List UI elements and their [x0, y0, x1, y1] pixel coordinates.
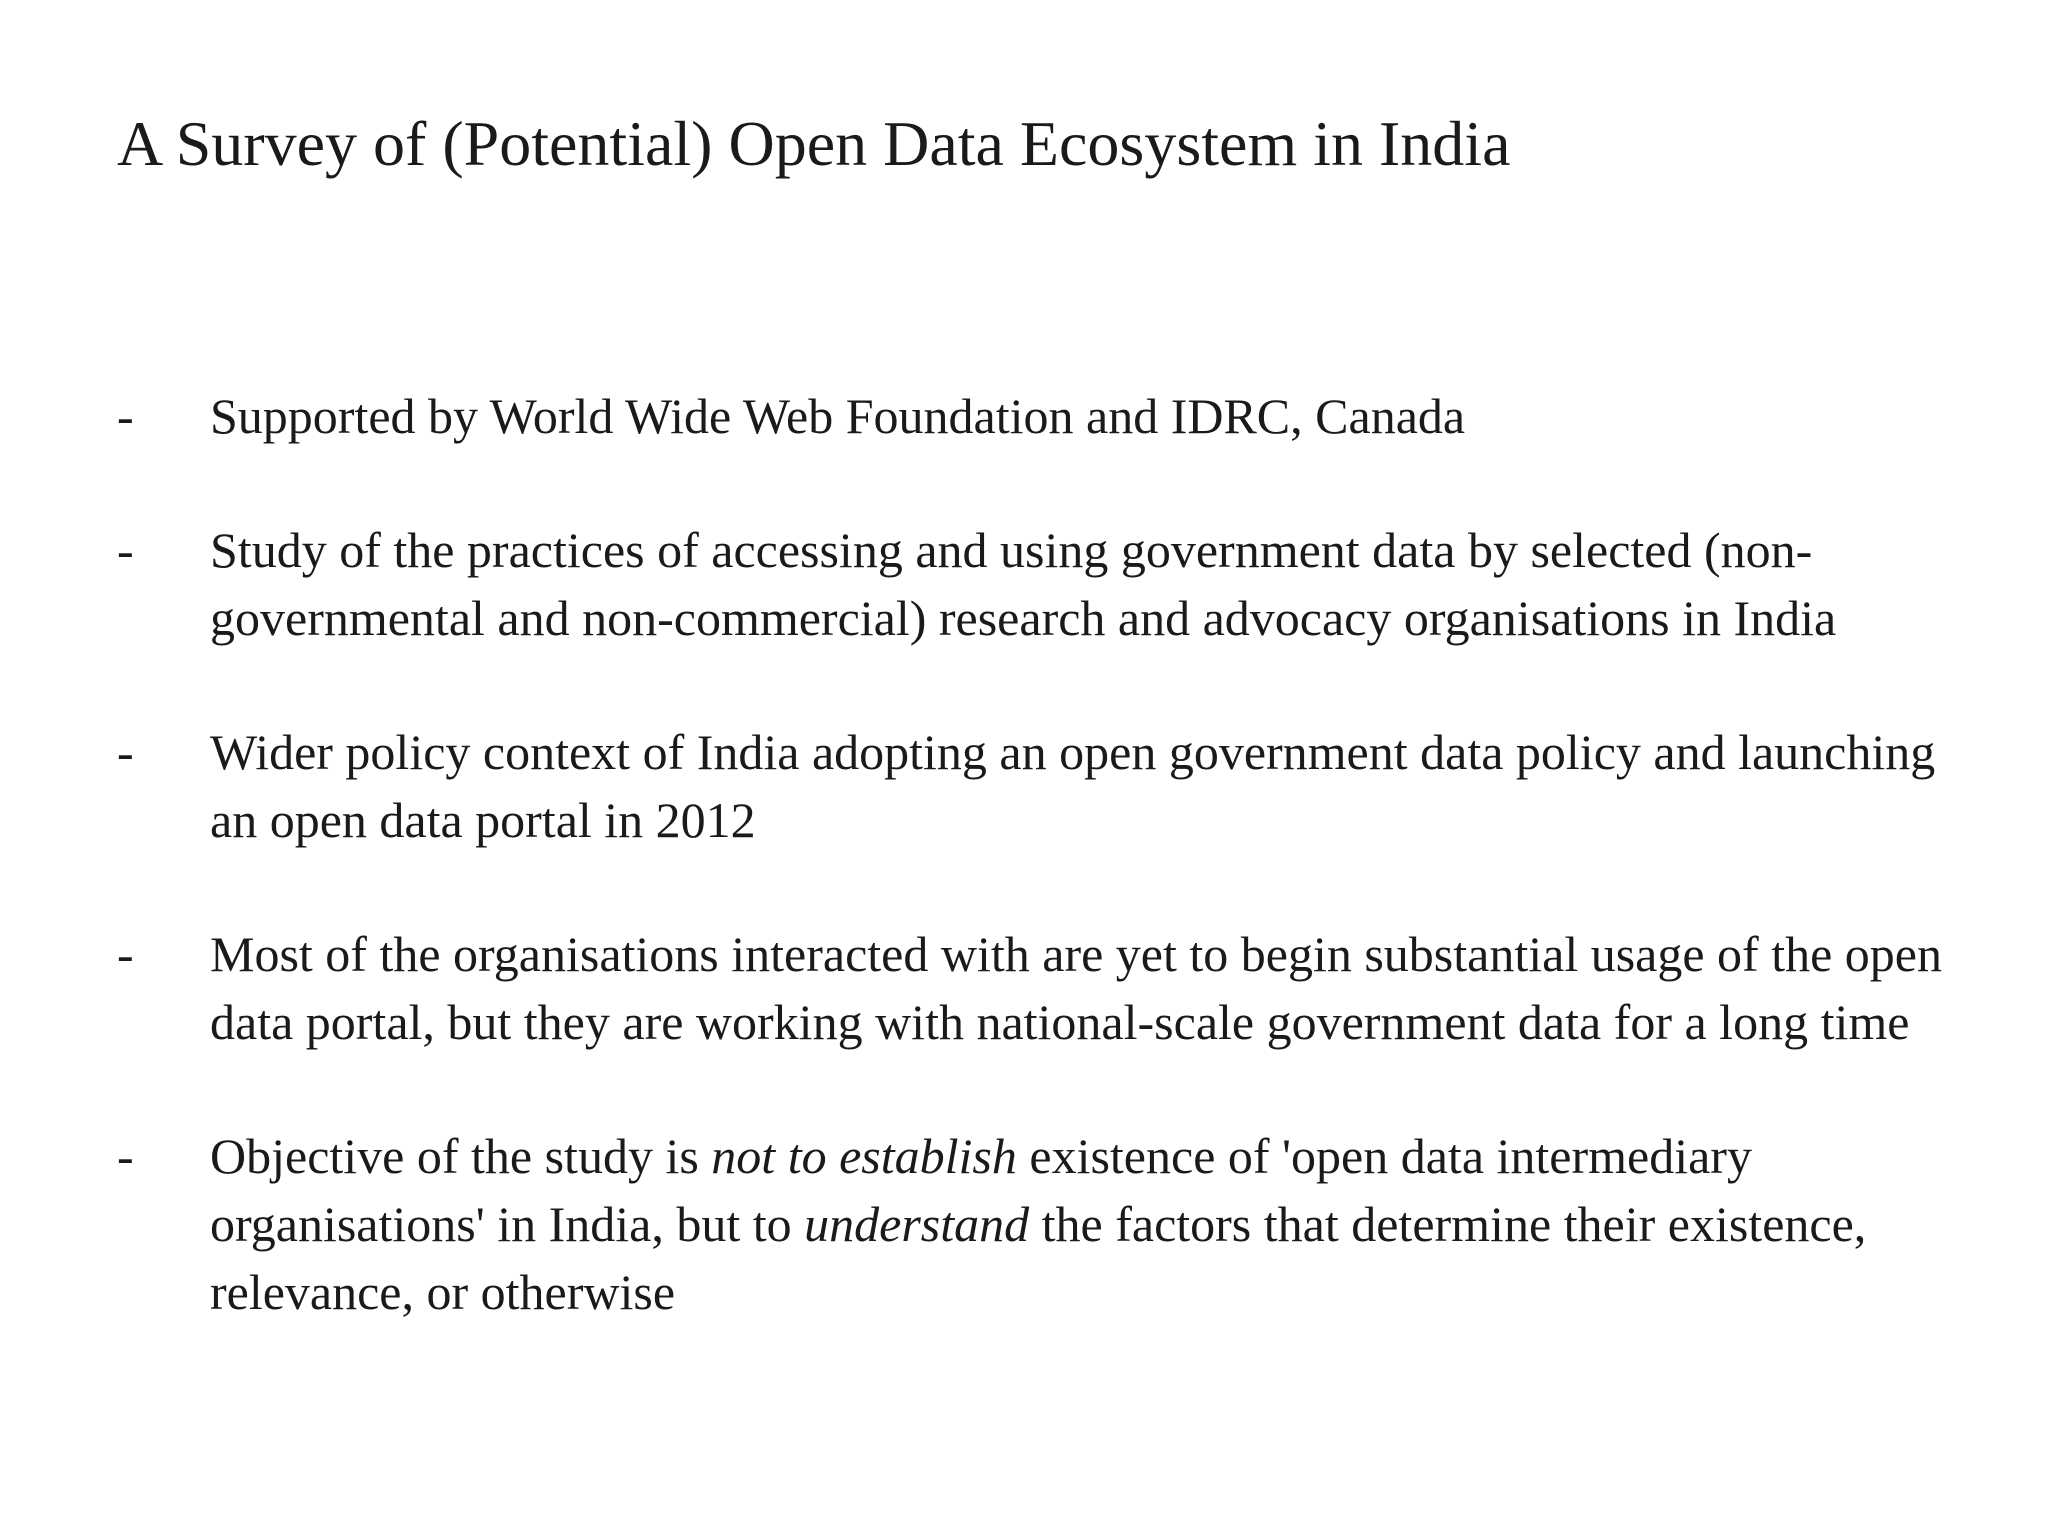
bullet-text: Wider policy context of India adopting an open government data policy and launching an open data portal in 2012	[210, 724, 1936, 848]
bullet-marker: -	[117, 522, 134, 578]
bullet-item	[117, 718, 1977, 854]
bullet-emphasis: understand	[804, 1196, 1030, 1252]
bullet-marker: -	[117, 1128, 134, 1184]
bullet-text	[210, 1122, 1977, 1326]
bullet-text-part: the factors that determine their existence, relevance, or otherwise	[210, 1196, 1867, 1320]
bullet-text: Supported by World Wide Web Foundation and IDRC, Canada	[210, 388, 1466, 444]
bullet-item	[117, 382, 1977, 450]
bullet-text: Most of the organisations interacted with are yet to begin substantial usage of the open data portal, but they are working with national-scale government data for a long time	[210, 926, 1942, 1050]
bullet-text: Study of the practices of accessing and using government data by selected (non-governmental and non-commercial) research and advocacy organisations in India	[210, 522, 1837, 646]
bullet-item	[117, 516, 1977, 652]
bullet-item	[117, 920, 1977, 1056]
bullet-marker: -	[117, 388, 134, 444]
bullet-emphasis: not to establish	[711, 1128, 1017, 1184]
bullet-text-part: existence of 'open data intermediary organisations' in India, but to	[210, 1128, 1752, 1252]
bullet-marker: -	[117, 724, 134, 780]
bullet-text-part: Objective of the study is	[210, 1128, 712, 1184]
bullet-item	[117, 1122, 1977, 1326]
bullet-marker: -	[117, 926, 134, 982]
bullet-list	[117, 382, 1977, 1392]
slide-title: A Survey of (Potential) Open Data Ecosystem in India	[117, 108, 1511, 179]
